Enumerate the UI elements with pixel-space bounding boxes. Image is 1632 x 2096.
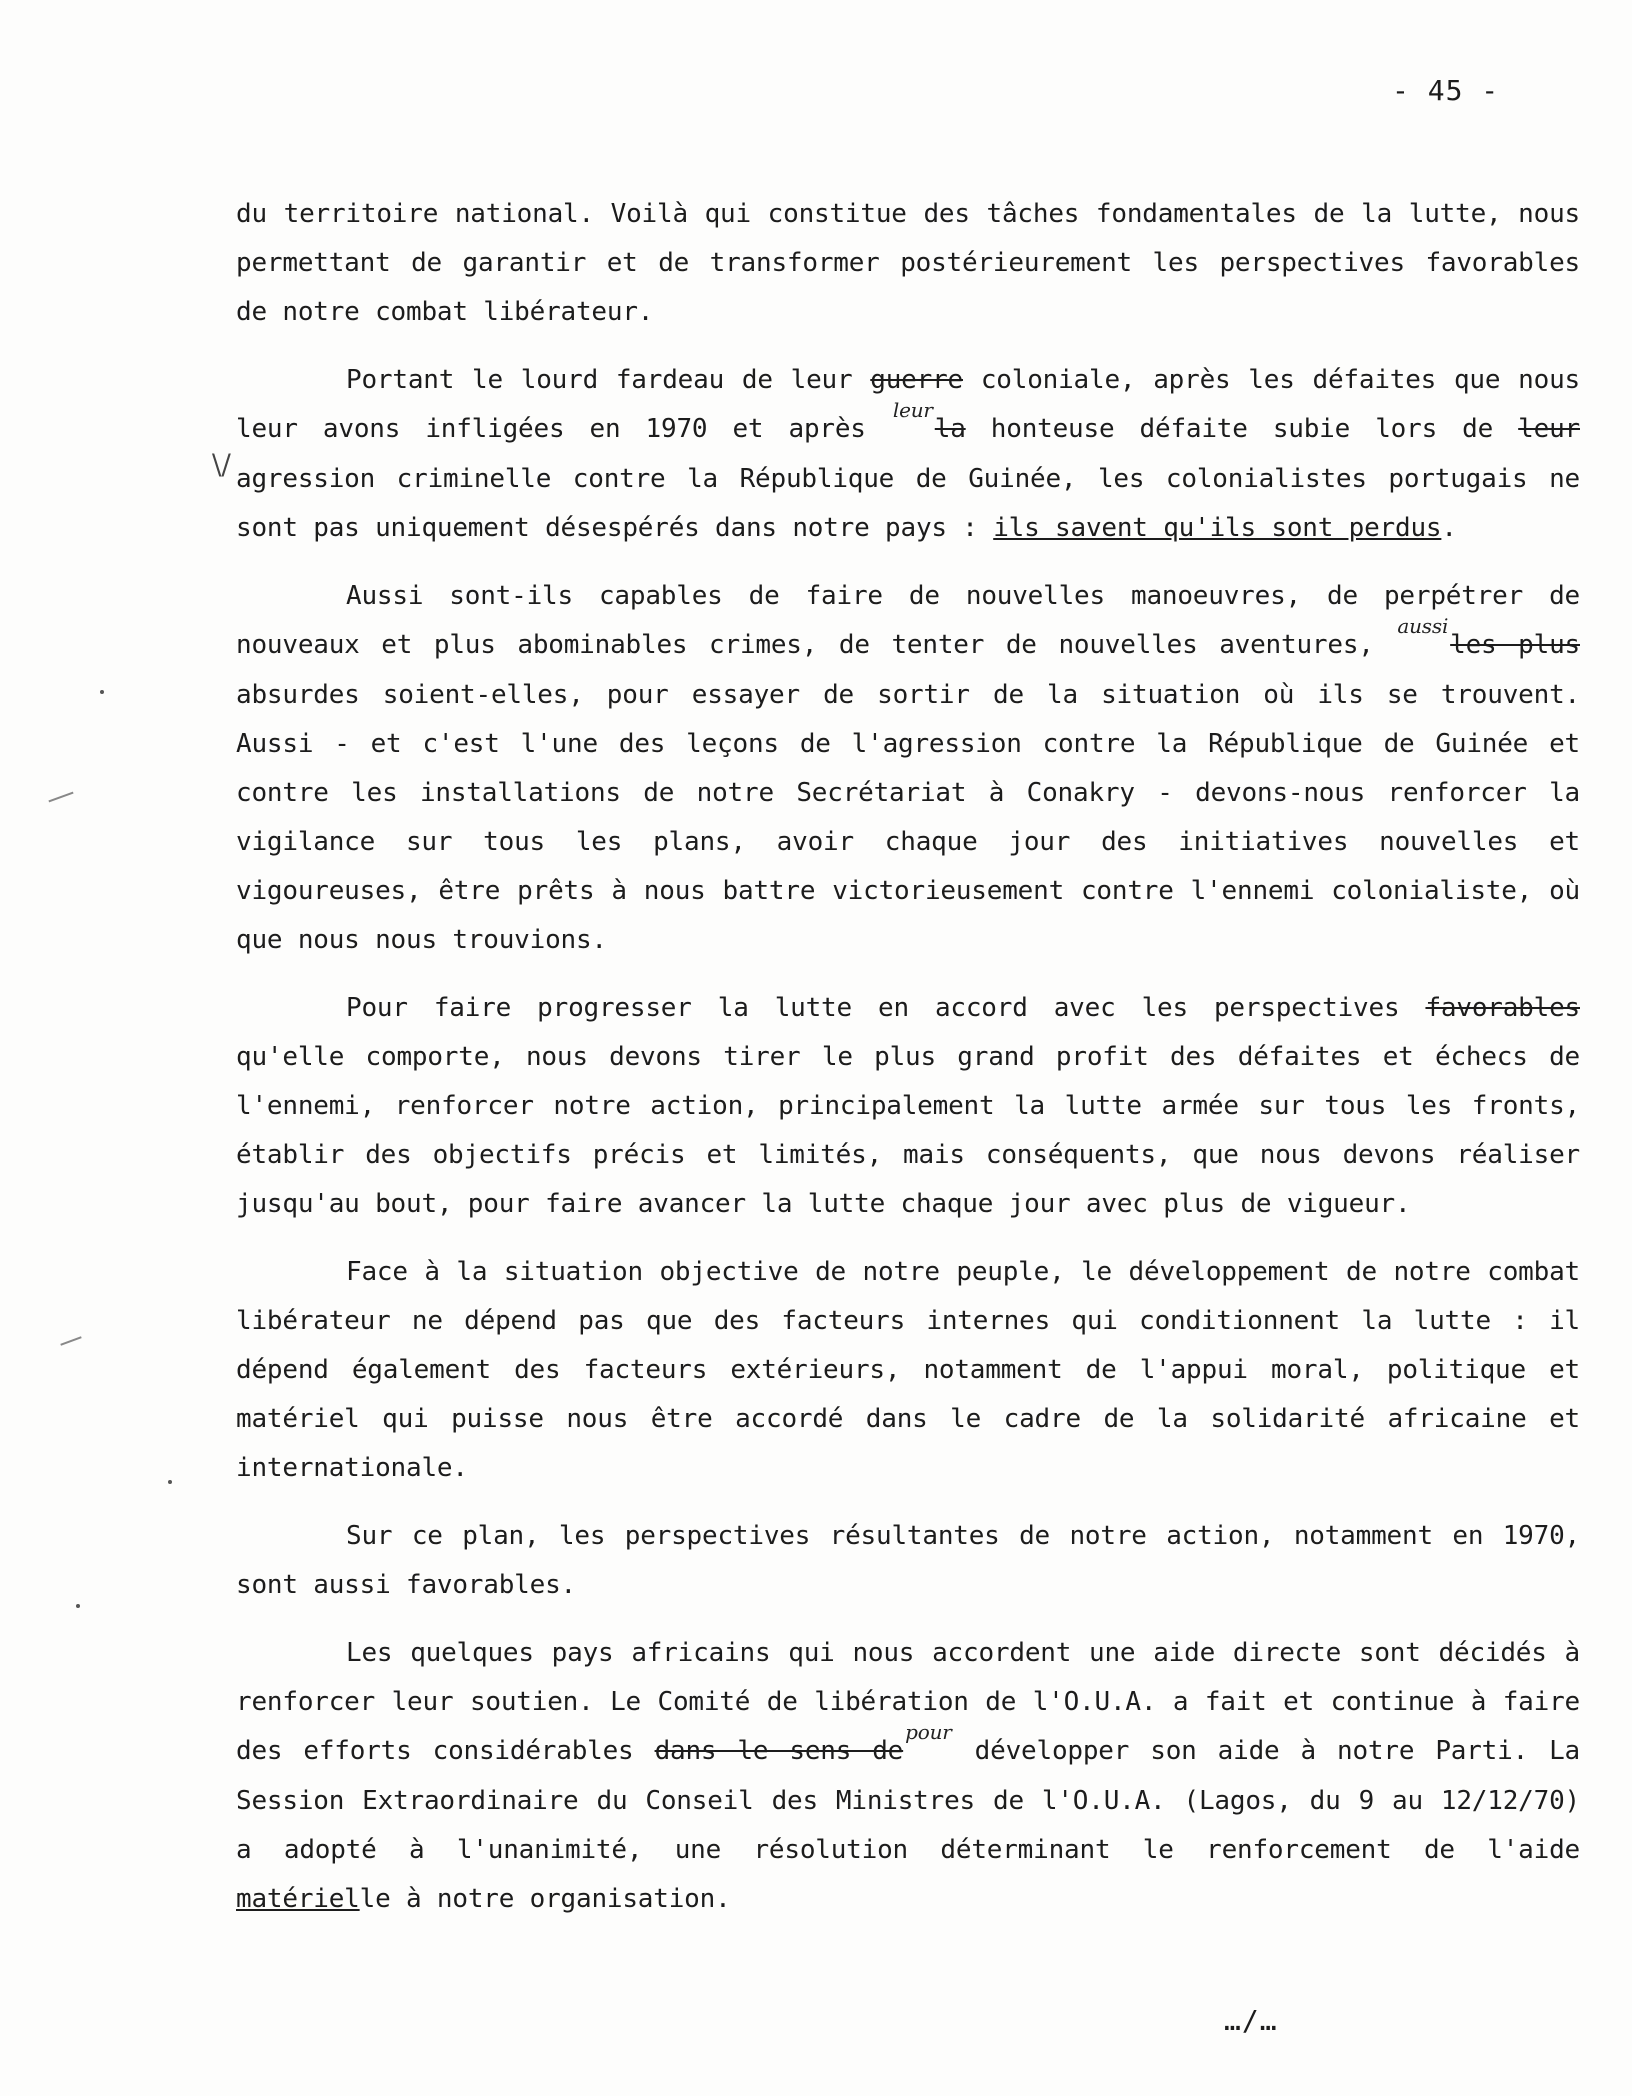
page-number: - 45 - (1392, 74, 1500, 107)
paragraph-5: Face à la situation objective de notre peuple, le développement de notre combat libérateur ne dépend pas que des facteurs internes qui conditionnent la lutte : il dépend également des facteurs extérieurs, notamment de l'appui moral, politique et matériel qui puisse nous être accordé dans le cadre de la solidarité africaine et internationale. (236, 1257, 1580, 1483)
margin-annotation: \/ (212, 448, 231, 481)
p7-text-a: Les quelques pays africains qui nous accordent une aide directe sont décidés à renforcer leur soutien. Le Comité de libération de l'O.U.A. a fait et continue à faire des efforts considérables (236, 1638, 1580, 1766)
p2-underlined-phrase: ils savent qu'ils sont perdus (993, 513, 1442, 543)
p4-text-b: qu'elle comporte, nous devons tirer le plus grand profit des défaites et échecs de l'ennemi, renforcer notre action, principalement la lutte armée sur tous les fronts, établir des objectifs précis et limités, mais conséquents, que nous devons réaliser jusqu'au bout, pour faire avancer la lutte chaque jour avec plus de vigueur. (236, 1042, 1580, 1219)
p4-text-a: Pour faire progresser la lutte en accord avec les perspectives (346, 993, 1426, 1023)
paragraph-6: Sur ce plan, les perspectives résultantes de notre action, notamment en 1970, sont aussi favorables. (236, 1521, 1580, 1600)
document-body (236, 190, 1580, 1943)
p3-struck-words: les plus (1450, 630, 1580, 660)
p2-text-b: coloniale, après les défaites que nous leur avons infligées en 1970 et après (236, 365, 1580, 444)
scan-speck (168, 1480, 172, 1484)
continuation-mark: …/… (1224, 2004, 1278, 2037)
p2-struck-word-3: leur (1518, 414, 1580, 444)
p7-handwritten-correction: pour (905, 1720, 952, 1744)
p7-underlined-word: matériel (236, 1884, 360, 1914)
scan-speck (100, 690, 104, 694)
p2-text-c: honteuse défaite subie lors de (965, 414, 1519, 444)
scan-stroke (60, 1336, 81, 1345)
p3-text-b: absurdes soient-elles, pour essayer de sortir de la situation où ils se trouvent. Aussi - et c'est l'une des leçons de l'agression contre la République de Guinée et contre les installations de notre Secrétariat à Conakry - devons-nous renforcer la vigilance sur tous les plans, avoir chaque jour des initiatives nouvelles et vigoureuses, être prêts à nous battre victorieusement contre l'ennemi colonialiste, où que nous nous trouvions. (236, 680, 1580, 955)
p2-struck-word-1: guerre (870, 365, 963, 395)
p2-text-a: Portant le lourd fardeau de leur (346, 365, 871, 395)
paragraph-7 (236, 1629, 1580, 1924)
p4-struck-word: favorables (1425, 993, 1580, 1023)
paragraph-1: du territoire national. Voilà qui constitue des tâches fondamentales de la lutte, nous permettant de garantir et de transformer postérieurement les perspectives favorables de notre combat libérateur. (236, 199, 1580, 327)
scan-stroke (48, 792, 73, 803)
p3-text-a: Aussi sont-ils capables de faire de nouvelles manoeuvres, de perpétrer de nouveaux et plus abominables crimes, de tenter de nouvelles aventures, (236, 581, 1580, 660)
p7-struck-words: dans le sens de (654, 1736, 904, 1766)
p3-handwritten-correction: aussi (1397, 614, 1449, 638)
p7-text-b: développer son aide à notre Parti. La Session Extraordinaire du Conseil des Ministres de l'O.U.A. (Lagos, du 9 au 12/12/70) a adopté à l'unanimité, une résolution déterminant le renforcement de l'aide (236, 1736, 1580, 1865)
paragraph-2 (236, 356, 1580, 553)
p2-text-end: . (1441, 513, 1457, 543)
p7-text-end: le à notre organisation. (359, 1884, 731, 1914)
p2-text-d: agression criminelle contre la République de Guinée, les colonialistes portugais ne sont pas uniquement désespérés dans notre pays : (236, 464, 1580, 543)
paragraph-4 (236, 984, 1580, 1229)
paragraph-3 (236, 572, 1580, 965)
p2-struck-word-2: la (934, 414, 966, 444)
scan-speck (76, 1604, 80, 1608)
p2-handwritten-correction: leur (892, 398, 933, 422)
